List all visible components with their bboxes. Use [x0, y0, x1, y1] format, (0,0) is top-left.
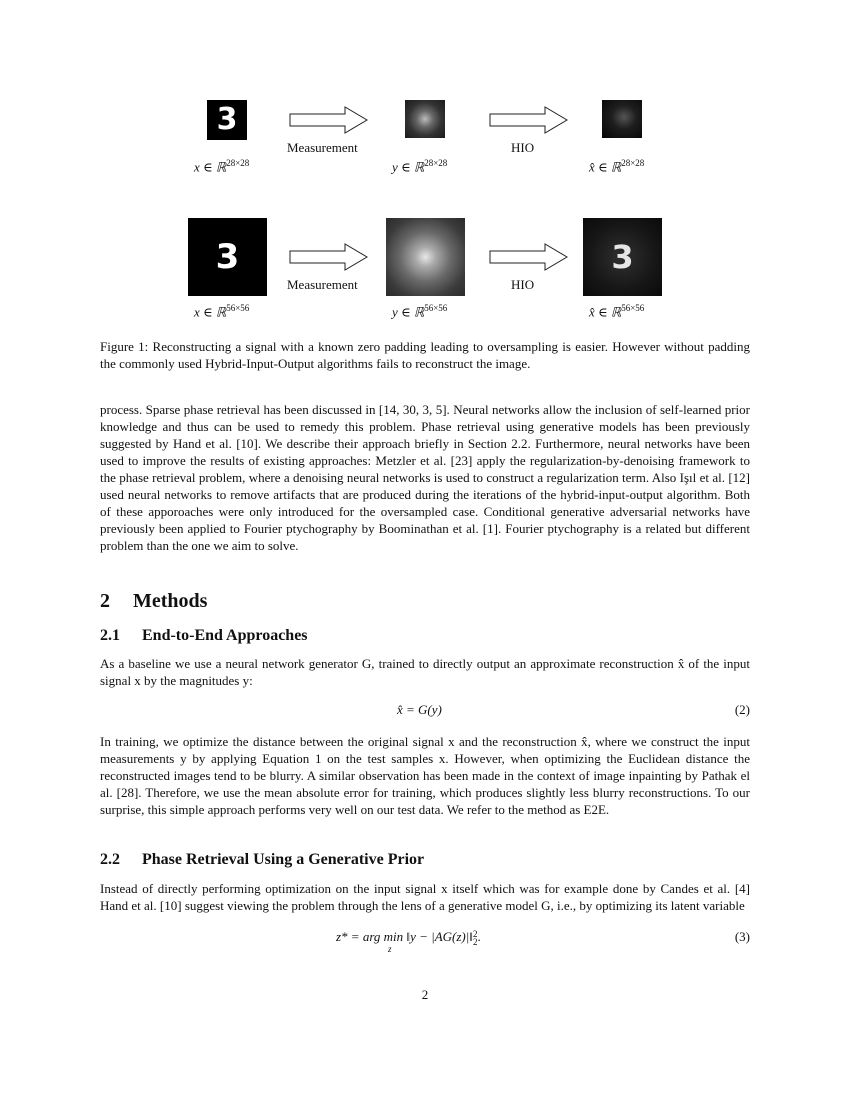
- xhat-label-56: [589, 303, 644, 320]
- xhat-label-28: [589, 158, 644, 175]
- y-label-28: [392, 158, 447, 175]
- subsection-title-21: End-to-End Approaches: [142, 627, 308, 644]
- equation-3-end: .: [477, 929, 481, 944]
- page-number: 2: [421, 987, 429, 1002]
- output-digit-56: 3: [611, 238, 634, 276]
- y-label-56: [392, 303, 447, 320]
- xhat-sup-28: 28×28: [621, 158, 645, 168]
- arrow-measurement-28: [289, 106, 369, 134]
- equation-3-argmin-sub: z: [388, 944, 392, 954]
- equation-2: x̂ = G(y): [397, 702, 442, 717]
- section-title: Methods: [133, 590, 208, 612]
- subsection-heading-generative-prior: [100, 851, 424, 869]
- arrow-hio-56: [489, 243, 569, 271]
- equation-3-number: (3): [734, 929, 750, 944]
- equation-3-low: 2: [472, 937, 478, 948]
- x-label-56: [194, 303, 249, 320]
- subsection-title-22: Phase Retrieval Using a Generative Prior: [142, 851, 425, 868]
- measurement-label-56: Measurement: [287, 277, 358, 292]
- equation-3-sup: 2: [472, 929, 478, 940]
- section-number: 2: [100, 590, 110, 612]
- hio-label-28: HIO: [511, 140, 535, 155]
- generative-prior-paragraph: Instead of directly performing optimization on the input signal x itself which was for example done by Candes et al. [4] Hand et al. [10] suggest viewing the problem through the lens of a generative model G, i.e., by optimizing its latent variable: [100, 881, 750, 913]
- e2e-paragraph-2: In training, we optimize the distance between the original signal x and the reconstruction x̂, where we construct the input measurements y by applying Equation 1 on the test samples x. However, when optimizing the Euclidean distance the reconstructed images tend to be blurry. A similar observation has been made in the context of image inpainting by Pathak el al. [28]. Therefore, we use the mean absolute error for training, which produces slightly less blurry reconstructions. To our surprise, this simple approach performs very well on our test data. We refer to the method as E2E.: [100, 734, 750, 817]
- y-sup-56: 56×56: [424, 303, 448, 313]
- y-sup-28: 28×28: [424, 158, 448, 168]
- x-sup-28: 28×28: [226, 158, 250, 168]
- figure-caption: Figure 1: Reconstructing a signal with a known zero padding leading to oversampling is easier. However without padding the commonly used Hybrid-Input-Output algorithms fails to reconstruct the image.: [100, 339, 750, 371]
- equation-3: [336, 929, 481, 946]
- x-var-28: x ∈ ℝ: [194, 159, 227, 175]
- reconstruction-image-56: [583, 218, 662, 296]
- reconstruction-image-28: [602, 100, 642, 138]
- x-var-56: x ∈ ℝ: [194, 304, 227, 320]
- input-image-28: [207, 100, 247, 140]
- equation-3-lhs: z* = arg min: [336, 929, 404, 944]
- subsection-number-22: 2.2: [100, 851, 120, 868]
- xhat-var-28: x̂ ∈ ℝ: [589, 159, 622, 175]
- hio-label-56: HIO: [511, 277, 535, 292]
- subsection-number-21: 2.1: [100, 627, 120, 644]
- section-heading-methods: [100, 590, 207, 613]
- input-image-56: [188, 218, 267, 296]
- measurement-label-28: Measurement: [287, 140, 358, 155]
- x-label-28: [194, 158, 249, 175]
- measurement-image-28: [405, 100, 445, 138]
- xhat-sup-56: 56×56: [621, 303, 645, 313]
- e2e-paragraph-1: As a baseline we use a neural network generator G, trained to directly output an approximate reconstruction x̂ of the input signal x by the magnitudes y:: [100, 656, 750, 688]
- xhat-var-56: x̂ ∈ ℝ: [589, 304, 622, 320]
- input-digit-28: 3: [216, 102, 238, 137]
- y-var-28: y ∈ ℝ: [392, 159, 425, 175]
- y-var-56: y ∈ ℝ: [392, 304, 425, 320]
- equation-3-rhs: ‖y − |AG(z)|‖: [406, 929, 473, 944]
- input-digit-56: 3: [215, 237, 240, 277]
- measurement-image-56: [386, 218, 465, 296]
- intro-paragraph: process. Sparse phase retrieval has been discussed in [14, 30, 3, 5]. Neural networks allow the inclusion of self-learned prior knowledge and thus can be used to remedy this problem. Phase retrieval using generative models has been previously suggested by Hand et al. [10]. We describe their approach briefly in Section 2.2. Furthermore, neural networks have been used to improve the results of existing approaches: Metzler et al. [23] apply the regularization-by-denoising framework to the phase retrieval problem, where a denoising neural networks is used to construct a regularization term. Also Işıl et al. [12] used neural networks to remove artifacts that are produced during the iterations of the hybrid-input-output algorithm. Both of these apporoaches were only introduced for the oversampled case. Conditional generative adversarial networks have previously been applied to Fourier ptychography by Boominathan et al. [1]. Fourier ptychography is a related but different problem than the one we aim to solve.: [100, 402, 750, 553]
- equation-2-number: (2): [734, 702, 750, 717]
- arrow-hio-28: [489, 106, 569, 134]
- subsection-heading-e2e: [100, 627, 308, 645]
- arrow-measurement-56: [289, 243, 369, 271]
- x-sup-56: 56×56: [226, 303, 250, 313]
